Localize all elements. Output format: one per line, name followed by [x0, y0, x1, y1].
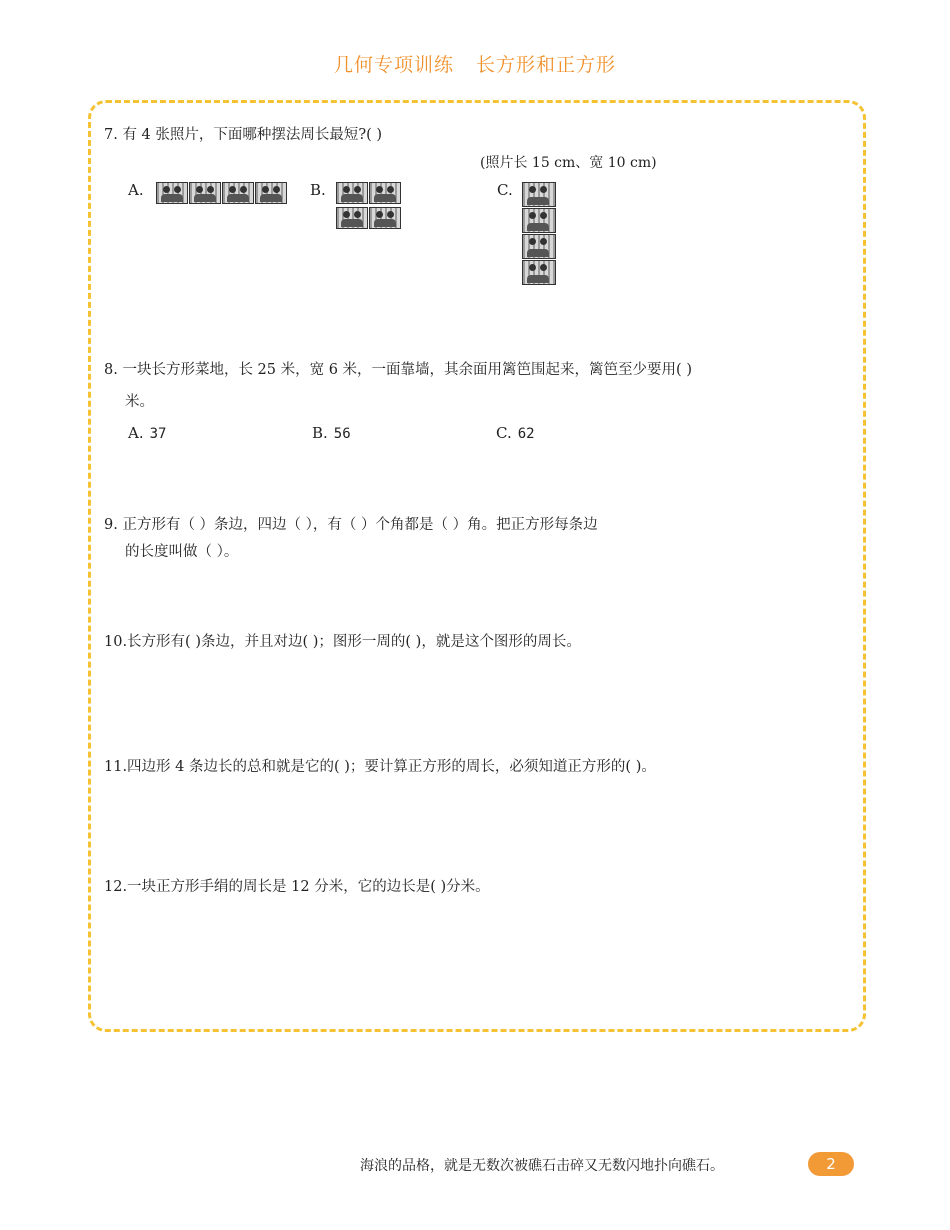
- page-title-part2: 长方形和正方形: [476, 54, 617, 76]
- question-7: 7. 有 4 张照片，下面哪种摆法周长最短?( ): [104, 127, 383, 143]
- question-9-line1: 9. 正方形有（ ）条边，四边（ ），有（ ）个角都是（ ）角。把正方形每条边: [104, 517, 598, 533]
- question-7-option-b-label: B.: [310, 181, 326, 199]
- question-7-note: (照片长 15 cm、宽 10 cm): [480, 155, 657, 171]
- option-value: 56: [333, 426, 351, 442]
- photo-image: [522, 260, 556, 285]
- option-value: 37: [149, 426, 167, 442]
- page-number-badge: 2: [808, 1152, 854, 1176]
- page-title: [0, 50, 950, 77]
- question-12: 12.一块正方形手绢的周长是 12 分米，它的边长是( )分米。: [104, 879, 490, 895]
- question-11: 11.四边形 4 条边长的总和就是它的( )；要计算正方形的周长，必须知道正方形的( )。: [104, 759, 656, 775]
- option-label: A.: [128, 424, 144, 442]
- page-title-part1: 几何专项训练: [333, 54, 454, 76]
- photo-image: [522, 182, 556, 207]
- photo-image: [189, 182, 221, 204]
- photo-image: [255, 182, 287, 204]
- footer-quote: 海浪的品格，就是无数次被礁石击碎又无数闪地扑向礁石。: [360, 1158, 724, 1174]
- question-8-option-b: [312, 424, 351, 442]
- question-10: 10.长方形有( )条边，并且对边( )；图形一周的( )，就是这个图形的周长。: [104, 634, 581, 650]
- question-7-option-c-label: C.: [497, 181, 513, 199]
- question-8-option-a: [128, 424, 166, 442]
- photo-image: [222, 182, 254, 204]
- photo-image: [369, 182, 401, 204]
- option-value: 62: [517, 426, 535, 442]
- question-7-option-a-label: A.: [128, 181, 144, 199]
- photo-image: [156, 182, 188, 204]
- photo-image: [522, 234, 556, 259]
- question-8-line1: 8. 一块长方形菜地，长 25 米，宽 6 米，一面靠墙，其余面用篱笆围起来，篱笆至少要用( ): [104, 362, 692, 378]
- option-label: C.: [496, 424, 512, 442]
- question-9-line2: 的长度叫做（ ）。: [125, 544, 239, 560]
- photo-image: [522, 208, 556, 233]
- photo-image: [336, 182, 368, 204]
- question-8-line2: 米。: [125, 394, 154, 410]
- photo-image: [369, 207, 401, 229]
- option-label: B.: [312, 424, 328, 442]
- photo-image: [336, 207, 368, 229]
- question-8-option-c: [496, 424, 535, 442]
